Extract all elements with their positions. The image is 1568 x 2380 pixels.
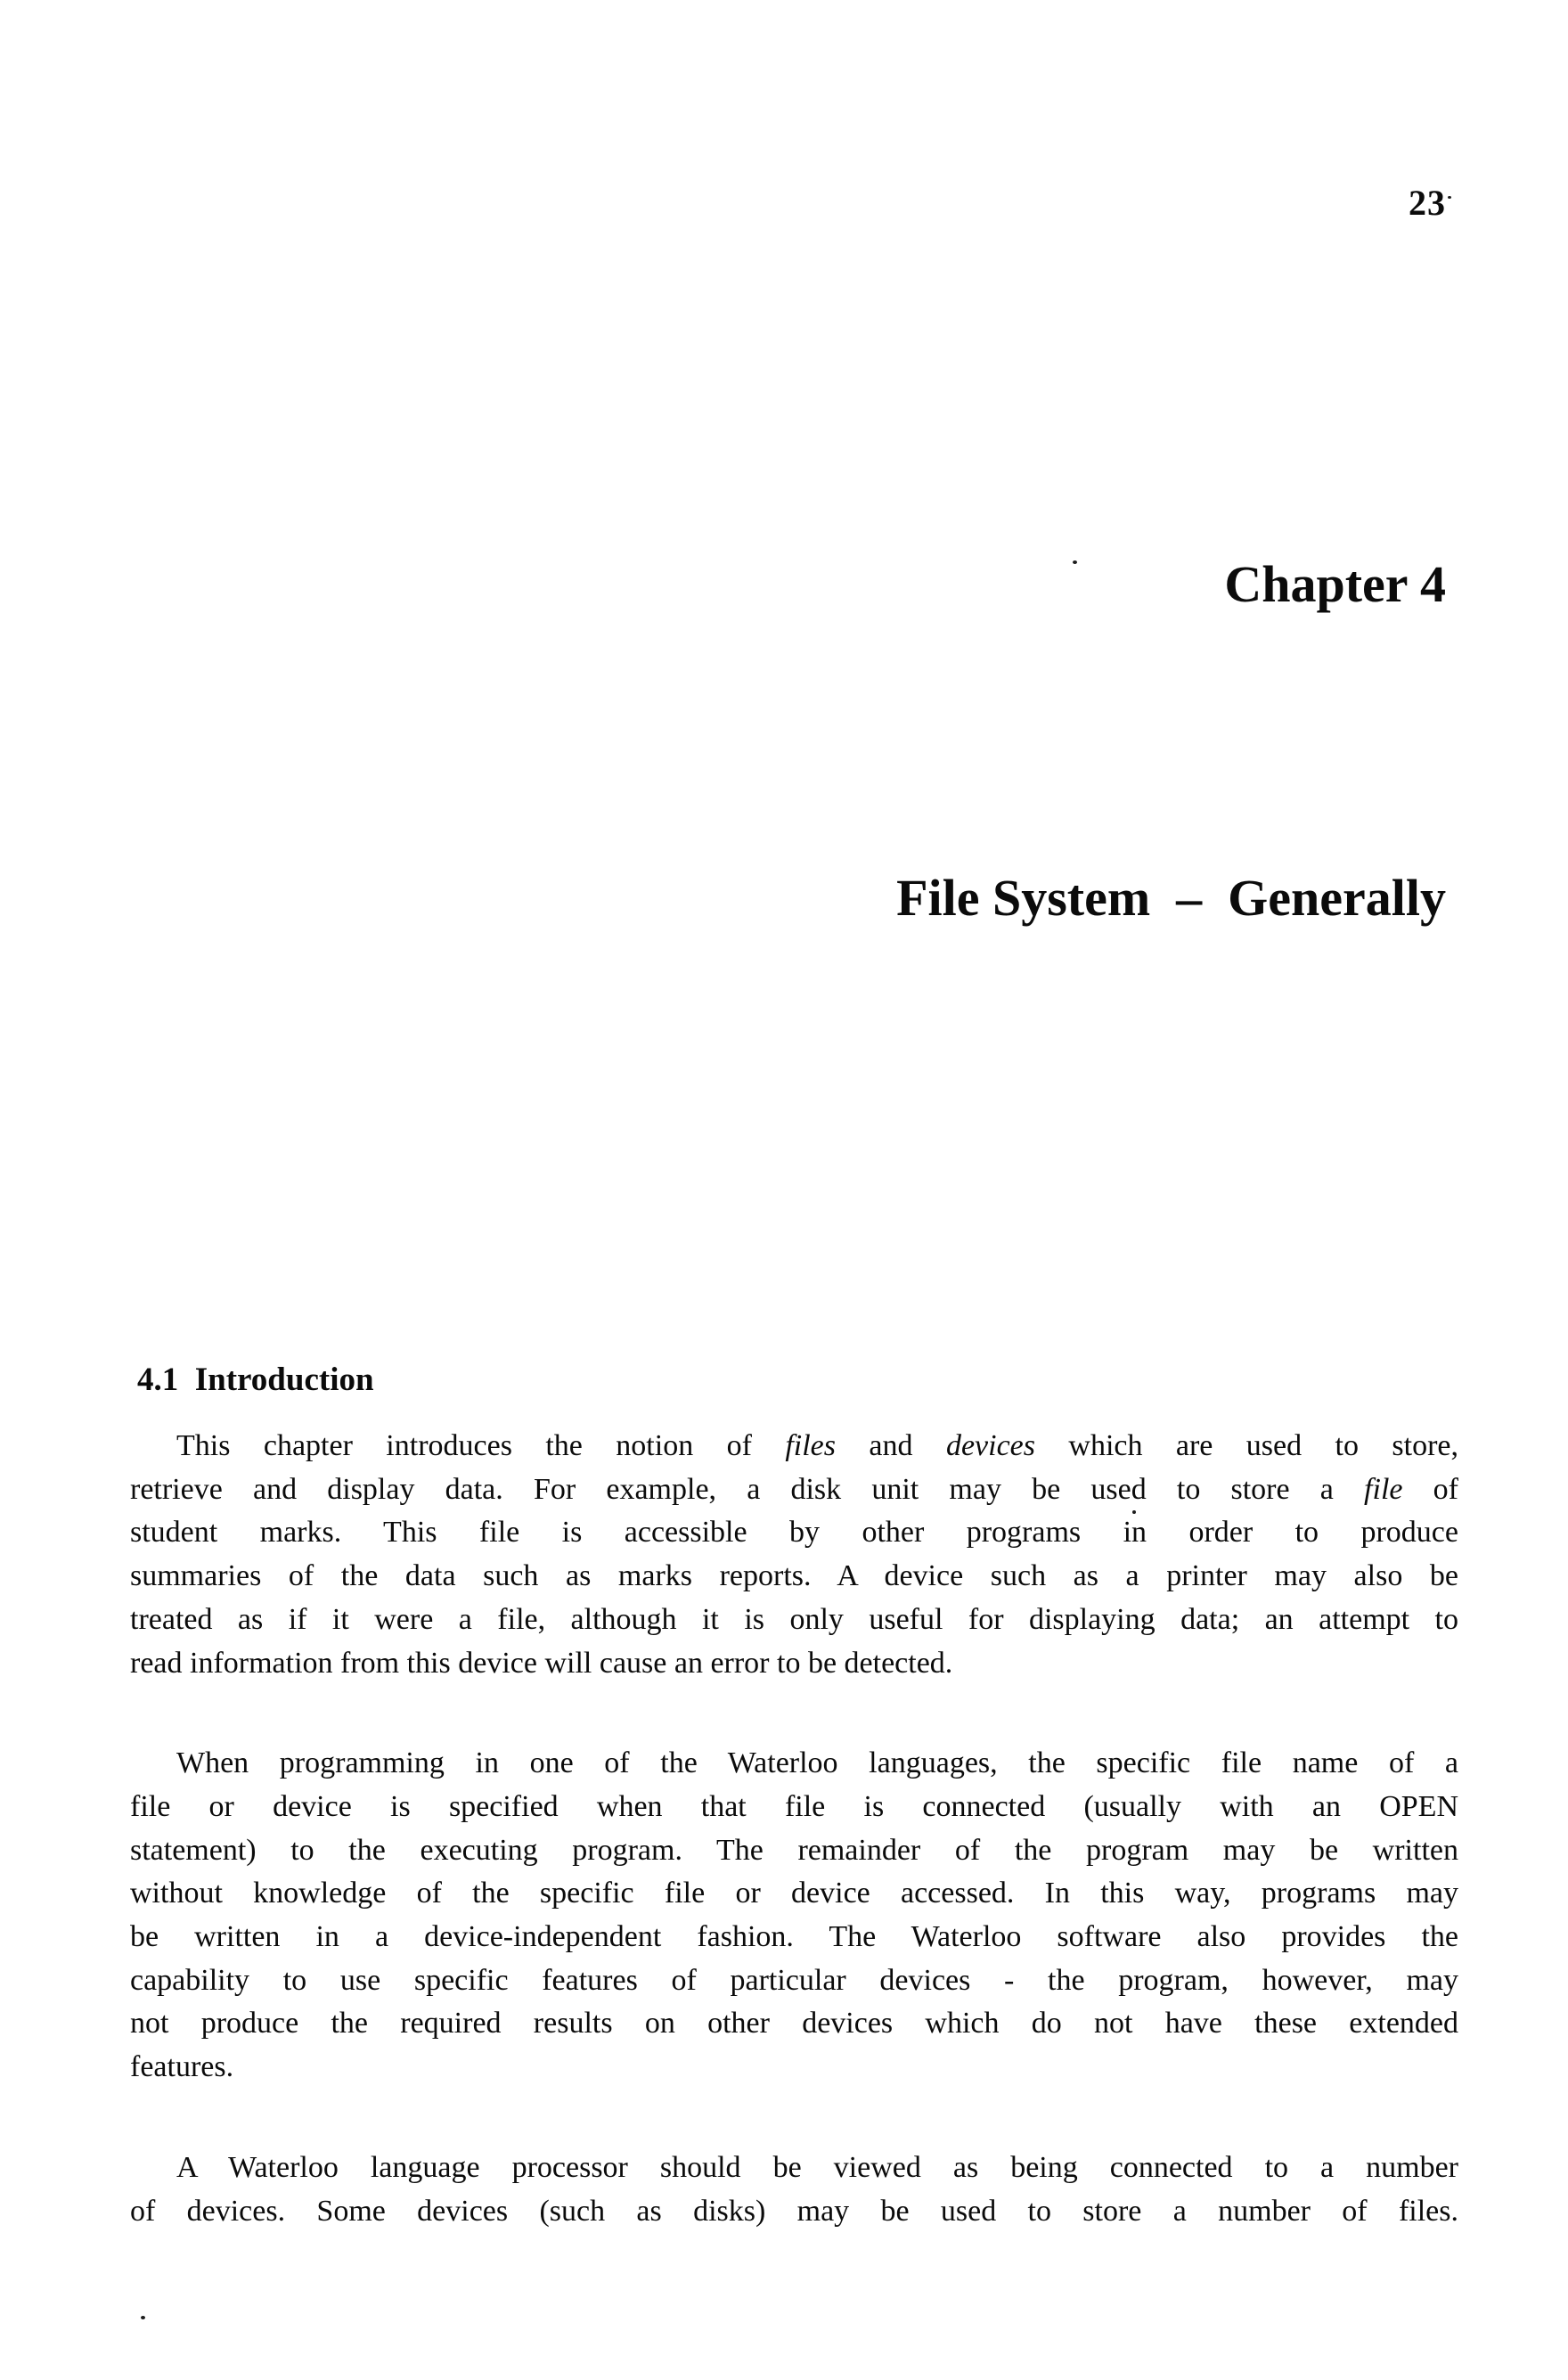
text-segment: and	[836, 1429, 946, 1462]
text-segment: without knowledge of the specific file or device accessed. In this way, programs may	[130, 1877, 1458, 1910]
scan-speck	[1073, 560, 1077, 564]
text-segment: not produce the required results on other devices which do not have these extended	[130, 2007, 1458, 2041]
paragraph	[130, 1425, 1458, 1685]
paragraph-line	[130, 1511, 1458, 1555]
paragraph-line	[130, 1959, 1458, 2003]
text-segment: retrieve and display data. For example, a disk unit may be used to store a	[130, 1472, 1365, 1506]
text-segment: which are used to store,	[1034, 1429, 1458, 1462]
paragraph	[130, 2147, 1458, 2233]
text-segment: features.	[130, 2050, 234, 2084]
paragraph-line	[130, 1468, 1458, 1512]
text-segment: of devices. Some devices (such as disks) may be used to store a number of files.	[130, 2194, 1458, 2228]
paragraph-line	[130, 1786, 1458, 1829]
scan-speck	[1448, 196, 1451, 199]
text-segment: summaries of the data such as marks reports. A device such as a printer may also be	[130, 1559, 1458, 1593]
page-number: 23	[1409, 183, 1446, 223]
italic-term: files	[785, 1429, 837, 1462]
chapter-title: File System – Generally	[896, 869, 1446, 928]
italic-term: file	[1364, 1472, 1403, 1506]
paragraph-line	[130, 2147, 1458, 2190]
scan-speck	[1132, 1510, 1136, 1514]
text-segment: read information from this device will cause an error to be detected.	[130, 1646, 953, 1680]
text-segment: When programming in one of the Waterloo languages, the specific file name of a	[176, 1746, 1458, 1780]
text-segment: of	[1402, 1472, 1458, 1506]
text-segment: be written in a device-independent fashion. The Waterloo software also provides the	[130, 1920, 1458, 1954]
scan-speck	[141, 2316, 145, 2319]
italic-term: devices	[945, 1429, 1035, 1462]
text-segment: A Waterloo language processor should be viewed as being connected to a number	[176, 2150, 1458, 2184]
text-segment: student marks. This file is accessible by other programs in order to produce	[130, 1516, 1458, 1550]
paragraph-line	[130, 1742, 1458, 1786]
paragraph-line	[130, 1425, 1458, 1468]
paragraph-line	[130, 1555, 1458, 1599]
body-text	[130, 1425, 1458, 2233]
paragraph-line	[130, 1829, 1458, 1873]
paragraph-line	[130, 2046, 1458, 2090]
text-segment: treated as if it were a file, although it is only useful for displaying data; an attempt to	[130, 1602, 1458, 1636]
paragraph-line	[130, 2002, 1458, 2046]
paragraph-line	[130, 1642, 1458, 1686]
text-segment: statement) to the executing program. The remainder of the program may be written	[130, 1833, 1458, 1867]
paragraph	[130, 1742, 1458, 2090]
text-segment: This chapter introduces the notion of	[176, 1429, 786, 1462]
chapter-heading: Chapter 4	[1224, 554, 1446, 613]
text-segment: capability to use specific features of particular devices - the program, however, may	[130, 1963, 1458, 1997]
paragraph-line	[130, 1599, 1458, 1642]
paragraph-line	[130, 1872, 1458, 1916]
section-heading: 4.1 Introduction	[137, 1362, 374, 1398]
text-segment: file or device is specified when that file is connected (usually with an OPEN	[130, 1789, 1458, 1823]
paragraph-line	[130, 2190, 1458, 2234]
paragraph-line	[130, 1916, 1458, 1959]
